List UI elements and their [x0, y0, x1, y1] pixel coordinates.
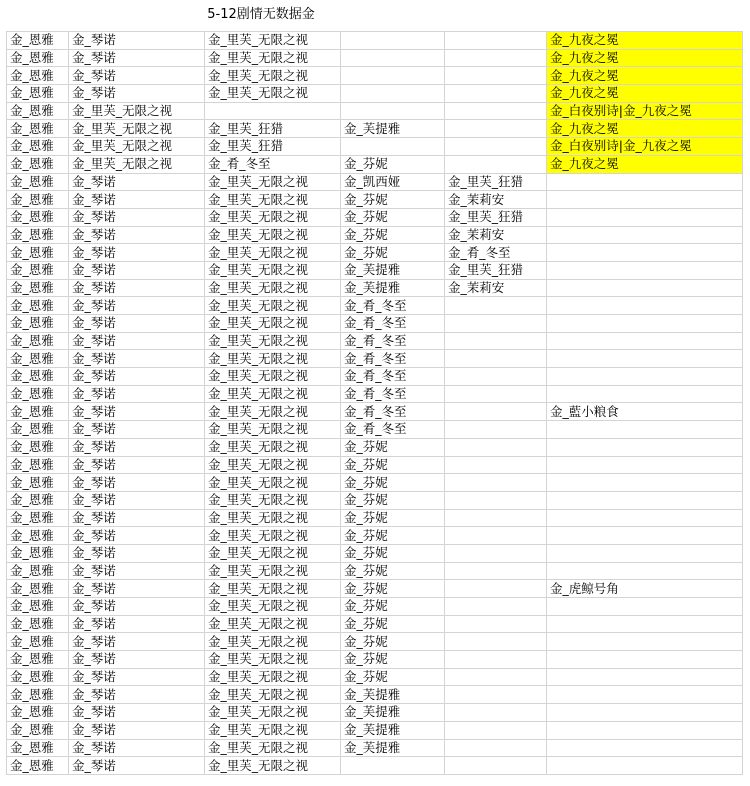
table-cell-col-1[interactable]: 金_恩雅 — [7, 138, 69, 156]
table-cell-col-3[interactable]: 金_里芙_无限之视 — [205, 491, 341, 509]
table-cell-col-1[interactable]: 金_恩雅 — [7, 67, 69, 85]
table-cell-col-1[interactable]: 金_恩雅 — [7, 244, 69, 262]
table-cell-col-3[interactable]: 金_里芙_无限之视 — [205, 668, 341, 686]
table-cell-col-2[interactable]: 金_琴诺 — [69, 385, 205, 403]
table-cell-col-6[interactable] — [547, 615, 743, 633]
table-cell-col-3[interactable]: 金_里芙_无限之视 — [205, 297, 341, 315]
table-cell-col-6[interactable] — [547, 704, 743, 722]
table-cell-col-2[interactable]: 金_琴诺 — [69, 598, 205, 616]
table-row — [7, 102, 743, 120]
table-cell-col-1[interactable]: 金_恩雅 — [7, 509, 69, 527]
table-row — [7, 49, 743, 67]
table-cell-col-6[interactable]: 金_九夜之冕 — [547, 155, 743, 173]
table-cell-col-2[interactable]: 金_琴诺 — [69, 244, 205, 262]
table-cell-col-4[interactable]: 金_肴_冬至 — [341, 332, 445, 350]
table-cell-col-2[interactable]: 金_琴诺 — [69, 191, 205, 209]
table-cell-col-3[interactable]: 金_里芙_无限之视 — [205, 438, 341, 456]
table-row — [7, 491, 743, 509]
table-cell-col-6[interactable] — [547, 721, 743, 739]
table-cell-col-3[interactable]: 金_里芙_无限之视 — [205, 332, 341, 350]
table-cell-col-2[interactable]: 金_琴诺 — [69, 562, 205, 580]
table-cell-col-3[interactable]: 金_里芙_无限之视 — [205, 527, 341, 545]
table-cell-col-6[interactable] — [547, 244, 743, 262]
table-cell-col-2[interactable]: 金_琴诺 — [69, 739, 205, 757]
table-cell-col-4[interactable]: 金_肴_冬至 — [341, 297, 445, 315]
table-cell-col-6[interactable]: 金_九夜之冕 — [547, 67, 743, 85]
table-cell-col-6[interactable] — [547, 456, 743, 474]
table-cell-col-1[interactable]: 金_恩雅 — [7, 350, 69, 368]
table-cell-col-5[interactable] — [445, 368, 547, 386]
table-row — [7, 509, 743, 527]
table-row — [7, 686, 743, 704]
table-cell-col-3[interactable]: 金_里芙_无限之视 — [205, 651, 341, 669]
table-cell-col-1[interactable]: 金_恩雅 — [7, 102, 69, 120]
table-cell-col-6[interactable]: 金_九夜之冕 — [547, 120, 743, 138]
table-row — [7, 208, 743, 226]
table-cell-col-3[interactable]: 金_里芙_无限之视 — [205, 244, 341, 262]
table-cell-col-3[interactable]: 金_里芙_无限之视 — [205, 261, 341, 279]
table-cell-col-5[interactable] — [445, 491, 547, 509]
table-cell-col-6[interactable] — [547, 757, 743, 775]
table-cell-col-3[interactable]: 金_里芙_无限之视 — [205, 191, 341, 209]
table-cell-col-6[interactable] — [547, 474, 743, 492]
table-cell-col-4[interactable]: 金_芬妮 — [341, 562, 445, 580]
table-row — [7, 191, 743, 209]
table-cell-col-6[interactable] — [547, 315, 743, 333]
table-cell-col-5[interactable] — [445, 686, 547, 704]
table-cell-col-1[interactable]: 金_恩雅 — [7, 651, 69, 669]
table-cell-col-1[interactable]: 金_恩雅 — [7, 527, 69, 545]
table-cell-col-2[interactable]: 金_琴诺 — [69, 704, 205, 722]
table-cell-col-6[interactable] — [547, 368, 743, 386]
table-cell-col-2[interactable]: 金_琴诺 — [69, 67, 205, 85]
table-cell-col-4[interactable]: 金_芙提雅 — [341, 739, 445, 757]
table-cell-col-6[interactable] — [547, 544, 743, 562]
table-cell-col-4[interactable]: 金_芬妮 — [341, 456, 445, 474]
table-cell-col-5[interactable] — [445, 403, 547, 421]
table-cell-col-3[interactable]: 金_里芙_无限之视 — [205, 474, 341, 492]
table-row — [7, 421, 743, 439]
table-cell-col-2[interactable]: 金_琴诺 — [69, 456, 205, 474]
table-cell-col-6[interactable]: 金_九夜之冕 — [547, 49, 743, 67]
table-cell-col-2[interactable]: 金_琴诺 — [69, 474, 205, 492]
table-cell-col-6[interactable]: 金_九夜之冕 — [547, 85, 743, 103]
table-cell-col-3[interactable]: 金_里芙_无限之视 — [205, 403, 341, 421]
table-cell-col-6[interactable] — [547, 191, 743, 209]
table-row — [7, 757, 743, 775]
table-cell-col-5[interactable] — [445, 562, 547, 580]
table-cell-col-1[interactable]: 金_恩雅 — [7, 615, 69, 633]
table-cell-col-5[interactable] — [445, 651, 547, 669]
table-cell-col-6[interactable]: 金_藍小粮食 — [547, 403, 743, 421]
table-cell-col-6[interactable] — [547, 491, 743, 509]
table-cell-col-3[interactable]: 金_里芙_无限之视 — [205, 721, 341, 739]
table-cell-col-4[interactable]: 金_肴_冬至 — [341, 350, 445, 368]
spreadsheet-grid — [6, 31, 743, 775]
table-cell-col-6[interactable] — [547, 739, 743, 757]
table-cell-col-6[interactable] — [547, 598, 743, 616]
table-cell-col-4[interactable]: 金_芙提雅 — [341, 279, 445, 297]
table-cell-col-6[interactable] — [547, 261, 743, 279]
table-cell-col-4[interactable]: 金_肴_冬至 — [341, 403, 445, 421]
table-cell-col-6[interactable] — [547, 297, 743, 315]
table-cell-col-6[interactable] — [547, 226, 743, 244]
table-cell-col-2[interactable]: 金_琴诺 — [69, 297, 205, 315]
table-cell-col-5[interactable] — [445, 350, 547, 368]
table-cell-col-3[interactable]: 金_里芙_无限之视 — [205, 368, 341, 386]
table-cell-col-3[interactable] — [205, 102, 341, 120]
table-cell-col-4[interactable] — [341, 32, 445, 50]
table-cell-col-2[interactable]: 金_琴诺 — [69, 580, 205, 598]
table-cell-col-2[interactable]: 金_琴诺 — [69, 491, 205, 509]
table-cell-col-1[interactable]: 金_恩雅 — [7, 562, 69, 580]
table-cell-col-1[interactable]: 金_恩雅 — [7, 721, 69, 739]
table-cell-col-2[interactable]: 金_琴诺 — [69, 615, 205, 633]
table-cell-col-2[interactable]: 金_琴诺 — [69, 49, 205, 67]
table-cell-col-5[interactable] — [445, 297, 547, 315]
table-row — [7, 279, 743, 297]
table-cell-col-5[interactable]: 金_肴_冬至 — [445, 244, 547, 262]
table-cell-col-4[interactable] — [341, 49, 445, 67]
table-row — [7, 67, 743, 85]
table-cell-col-2[interactable]: 金_琴诺 — [69, 651, 205, 669]
table-row — [7, 438, 743, 456]
table-cell-col-3[interactable]: 金_里芙_无限之视 — [205, 704, 341, 722]
table-cell-col-5[interactable] — [445, 598, 547, 616]
table-cell-col-1[interactable]: 金_恩雅 — [7, 739, 69, 757]
table-cell-col-4[interactable]: 金_芬妮 — [341, 509, 445, 527]
table-cell-col-4[interactable]: 金_芙提雅 — [341, 686, 445, 704]
table-cell-col-4[interactable]: 金_芬妮 — [341, 598, 445, 616]
table-cell-col-4[interactable]: 金_芬妮 — [341, 226, 445, 244]
table-row — [7, 456, 743, 474]
table-cell-col-5[interactable] — [445, 544, 547, 562]
table-cell-col-4[interactable] — [341, 85, 445, 103]
table-cell-col-1[interactable]: 金_恩雅 — [7, 385, 69, 403]
table-row — [7, 32, 743, 50]
table-row — [7, 598, 743, 616]
table-row — [7, 350, 743, 368]
table-cell-col-3[interactable]: 金_里芙_无限之视 — [205, 67, 341, 85]
table-cell-col-1[interactable]: 金_恩雅 — [7, 544, 69, 562]
table-cell-col-2[interactable]: 金_琴诺 — [69, 279, 205, 297]
table-cell-col-6[interactable] — [547, 350, 743, 368]
table-cell-col-3[interactable]: 金_里芙_无限之视 — [205, 208, 341, 226]
table-cell-col-4[interactable]: 金_芬妮 — [341, 191, 445, 209]
table-cell-col-2[interactable]: 金_琴诺 — [69, 226, 205, 244]
table-cell-col-4[interactable] — [341, 757, 445, 775]
table-cell-col-2[interactable]: 金_琴诺 — [69, 757, 205, 775]
table-cell-col-6[interactable] — [547, 279, 743, 297]
table-cell-col-1[interactable]: 金_恩雅 — [7, 208, 69, 226]
table-cell-col-4[interactable]: 金_芬妮 — [341, 491, 445, 509]
table-cell-col-5[interactable] — [445, 456, 547, 474]
table-row — [7, 580, 743, 598]
table-cell-col-1[interactable]: 金_恩雅 — [7, 315, 69, 333]
table-cell-col-1[interactable]: 金_恩雅 — [7, 49, 69, 67]
table-cell-col-2[interactable]: 金_琴诺 — [69, 32, 205, 50]
table-cell-col-4[interactable]: 金_芬妮 — [341, 438, 445, 456]
table-cell-col-1[interactable]: 金_恩雅 — [7, 757, 69, 775]
table-row — [7, 721, 743, 739]
table-cell-col-3[interactable]: 金_里芙_无限之视 — [205, 49, 341, 67]
table-cell-col-5[interactable] — [445, 315, 547, 333]
table-cell-col-4[interactable]: 金_肴_冬至 — [341, 385, 445, 403]
table-cell-col-3[interactable]: 金_里芙_无限之视 — [205, 615, 341, 633]
table-cell-col-3[interactable]: 金_里芙_无限之视 — [205, 739, 341, 757]
table-cell-col-1[interactable]: 金_恩雅 — [7, 491, 69, 509]
table-cell-col-5[interactable] — [445, 615, 547, 633]
table-cell-col-5[interactable] — [445, 138, 547, 156]
table-cell-col-4[interactable]: 金_芙提雅 — [341, 704, 445, 722]
table-cell-col-2[interactable]: 金_琴诺 — [69, 438, 205, 456]
table-row — [7, 403, 743, 421]
table-cell-col-5[interactable] — [445, 385, 547, 403]
table-row — [7, 474, 743, 492]
table-cell-col-2[interactable]: 金_里芙_无限之视 — [69, 120, 205, 138]
table-cell-col-2[interactable]: 金_琴诺 — [69, 208, 205, 226]
table-cell-col-1[interactable]: 金_恩雅 — [7, 633, 69, 651]
table-row — [7, 332, 743, 350]
table-cell-col-5[interactable]: 金_里芙_狂猎 — [445, 173, 547, 191]
table-cell-col-4[interactable]: 金_芬妮 — [341, 580, 445, 598]
table-cell-col-4[interactable]: 金_芬妮 — [341, 668, 445, 686]
table-cell-col-5[interactable]: 金_里芙_狂猎 — [445, 208, 547, 226]
table-cell-col-1[interactable]: 金_恩雅 — [7, 403, 69, 421]
table-row — [7, 385, 743, 403]
table-cell-col-5[interactable] — [445, 67, 547, 85]
table-cell-col-2[interactable]: 金_琴诺 — [69, 332, 205, 350]
table-cell-col-1[interactable]: 金_恩雅 — [7, 580, 69, 598]
table-cell-col-3[interactable]: 金_里芙_无限之视 — [205, 562, 341, 580]
table-cell-col-2[interactable]: 金_琴诺 — [69, 421, 205, 439]
table-cell-col-2[interactable]: 金_琴诺 — [69, 544, 205, 562]
table-cell-col-5[interactable] — [445, 421, 547, 439]
table-cell-col-4[interactable]: 金_芬妮 — [341, 544, 445, 562]
sheet-title: 5-12剧情无数据金 — [207, 7, 315, 22]
table-cell-col-5[interactable] — [445, 474, 547, 492]
table-cell-col-4[interactable]: 金_芬妮 — [341, 651, 445, 669]
table-cell-col-3[interactable]: 金_里芙_无限之视 — [205, 32, 341, 50]
table-cell-col-2[interactable]: 金_琴诺 — [69, 350, 205, 368]
table-cell-col-4[interactable] — [341, 102, 445, 120]
table-cell-col-5[interactable]: 金_茉莉安 — [445, 226, 547, 244]
table-cell-col-1[interactable]: 金_恩雅 — [7, 368, 69, 386]
table-cell-col-6[interactable]: 金_白夜别诗|金_九夜之冕 — [547, 138, 743, 156]
table-cell-col-6[interactable] — [547, 208, 743, 226]
table-cell-col-1[interactable]: 金_恩雅 — [7, 704, 69, 722]
table-cell-col-4[interactable] — [341, 67, 445, 85]
table-cell-col-2[interactable]: 金_琴诺 — [69, 633, 205, 651]
table-cell-col-2[interactable]: 金_里芙_无限之视 — [69, 155, 205, 173]
table-cell-col-3[interactable]: 金_里芙_无限之视 — [205, 315, 341, 333]
table-cell-col-6[interactable] — [547, 651, 743, 669]
table-cell-col-5[interactable] — [445, 32, 547, 50]
table-cell-col-4[interactable]: 金_芬妮 — [341, 527, 445, 545]
table-cell-col-4[interactable]: 金_芙提雅 — [341, 261, 445, 279]
table-cell-col-3[interactable]: 金_里芙_无限之视 — [205, 598, 341, 616]
table-row — [7, 173, 743, 191]
table-cell-col-1[interactable]: 金_恩雅 — [7, 226, 69, 244]
table-cell-col-1[interactable]: 金_恩雅 — [7, 32, 69, 50]
table-cell-col-2[interactable]: 金_里芙_无限之视 — [69, 102, 205, 120]
table-cell-col-5[interactable] — [445, 757, 547, 775]
table-cell-col-4[interactable]: 金_芬妮 — [341, 155, 445, 173]
table-cell-col-5[interactable] — [445, 438, 547, 456]
table-row — [7, 120, 743, 138]
table-cell-col-5[interactable]: 金_茉莉安 — [445, 279, 547, 297]
table-cell-col-4[interactable]: 金_芬妮 — [341, 208, 445, 226]
table-cell-col-6[interactable] — [547, 686, 743, 704]
table-cell-col-2[interactable]: 金_琴诺 — [69, 85, 205, 103]
table-cell-col-5[interactable] — [445, 721, 547, 739]
table-cell-col-4[interactable]: 金_芙提雅 — [341, 721, 445, 739]
table-cell-col-3[interactable]: 金_里芙_无限之视 — [205, 85, 341, 103]
table-row — [7, 368, 743, 386]
table-cell-col-5[interactable] — [445, 49, 547, 67]
table-cell-col-1[interactable]: 金_恩雅 — [7, 456, 69, 474]
table-cell-col-6[interactable] — [547, 509, 743, 527]
table-cell-col-6[interactable] — [547, 633, 743, 651]
table-cell-col-3[interactable]: 金_里芙_无限之视 — [205, 350, 341, 368]
table-row — [7, 651, 743, 669]
table-row — [7, 226, 743, 244]
table-cell-col-1[interactable]: 金_恩雅 — [7, 421, 69, 439]
table-row — [7, 315, 743, 333]
table-cell-col-1[interactable]: 金_恩雅 — [7, 686, 69, 704]
table-cell-col-4[interactable]: 金_芬妮 — [341, 615, 445, 633]
table-cell-col-3[interactable]: 金_里芙_狂猎 — [205, 138, 341, 156]
table-cell-col-1[interactable]: 金_恩雅 — [7, 438, 69, 456]
table-cell-col-6[interactable] — [547, 562, 743, 580]
table-row — [7, 244, 743, 262]
table-cell-col-4[interactable]: 金_芬妮 — [341, 244, 445, 262]
table-cell-col-6[interactable]: 金_虎鲸号角 — [547, 580, 743, 598]
table-row — [7, 704, 743, 722]
table-cell-col-4[interactable]: 金_肴_冬至 — [341, 315, 445, 333]
table-cell-col-1[interactable]: 金_恩雅 — [7, 598, 69, 616]
table-cell-col-5[interactable] — [445, 102, 547, 120]
table-cell-col-4[interactable]: 金_芬妮 — [341, 474, 445, 492]
table-cell-col-5[interactable] — [445, 704, 547, 722]
table-cell-col-3[interactable]: 金_肴_冬至 — [205, 155, 341, 173]
table-cell-col-3[interactable]: 金_里芙_无限之视 — [205, 544, 341, 562]
table-cell-col-1[interactable]: 金_恩雅 — [7, 155, 69, 173]
table-cell-col-2[interactable]: 金_琴诺 — [69, 315, 205, 333]
table-cell-col-6[interactable] — [547, 332, 743, 350]
table-row — [7, 562, 743, 580]
table-cell-col-4[interactable] — [341, 138, 445, 156]
table-cell-col-2[interactable]: 金_琴诺 — [69, 527, 205, 545]
table-cell-col-3[interactable]: 金_里芙_无限之视 — [205, 757, 341, 775]
table-cell-col-3[interactable]: 金_里芙_无限之视 — [205, 580, 341, 598]
table-row — [7, 297, 743, 315]
table-cell-col-5[interactable] — [445, 580, 547, 598]
table-cell-col-5[interactable] — [445, 739, 547, 757]
table-cell-col-2[interactable]: 金_琴诺 — [69, 173, 205, 191]
table-cell-col-3[interactable]: 金_里芙_无限之视 — [205, 385, 341, 403]
table-cell-col-5[interactable] — [445, 509, 547, 527]
table-cell-col-3[interactable]: 金_里芙_无限之视 — [205, 226, 341, 244]
table-cell-col-5[interactable] — [445, 155, 547, 173]
table-cell-col-2[interactable]: 金_琴诺 — [69, 686, 205, 704]
table-row — [7, 668, 743, 686]
table-cell-col-5[interactable] — [445, 85, 547, 103]
table-cell-col-2[interactable]: 金_琴诺 — [69, 403, 205, 421]
table-row — [7, 527, 743, 545]
table-cell-col-6[interactable] — [547, 668, 743, 686]
table-cell-col-4[interactable]: 金_肴_冬至 — [341, 421, 445, 439]
table-cell-col-6[interactable]: 金_白夜别诗|金_九夜之冕 — [547, 102, 743, 120]
table-cell-col-1[interactable]: 金_恩雅 — [7, 85, 69, 103]
table-row — [7, 261, 743, 279]
table-cell-col-3[interactable]: 金_里芙_无限之视 — [205, 456, 341, 474]
table-cell-col-6[interactable] — [547, 438, 743, 456]
table-row — [7, 615, 743, 633]
table-cell-col-5[interactable] — [445, 527, 547, 545]
table-cell-col-6[interactable] — [547, 385, 743, 403]
table-cell-col-3[interactable]: 金_里芙_无限之视 — [205, 509, 341, 527]
table-cell-col-3[interactable]: 金_里芙_无限之视 — [205, 421, 341, 439]
table-cell-col-3[interactable]: 金_里芙_无限之视 — [205, 686, 341, 704]
table-cell-col-5[interactable]: 金_茉莉安 — [445, 191, 547, 209]
table-cell-col-1[interactable]: 金_恩雅 — [7, 191, 69, 209]
table-cell-col-1[interactable]: 金_恩雅 — [7, 474, 69, 492]
table-cell-col-1[interactable]: 金_恩雅 — [7, 261, 69, 279]
table-cell-col-4[interactable]: 金_凯西娅 — [341, 173, 445, 191]
table-row — [7, 85, 743, 103]
table-cell-col-5[interactable]: 金_里芙_狂猎 — [445, 261, 547, 279]
table-row — [7, 633, 743, 651]
table-cell-col-6[interactable]: 金_九夜之冕 — [547, 32, 743, 50]
table-cell-col-3[interactable]: 金_里芙_无限之视 — [205, 279, 341, 297]
table-cell-col-5[interactable] — [445, 120, 547, 138]
table-row — [7, 739, 743, 757]
table-cell-col-1[interactable]: 金_恩雅 — [7, 332, 69, 350]
table-cell-col-1[interactable]: 金_恩雅 — [7, 297, 69, 315]
table-row — [7, 138, 743, 156]
table-cell-col-6[interactable] — [547, 421, 743, 439]
table-cell-col-5[interactable] — [445, 668, 547, 686]
table-cell-col-1[interactable]: 金_恩雅 — [7, 173, 69, 191]
table-cell-col-2[interactable]: 金_琴诺 — [69, 368, 205, 386]
table-cell-col-5[interactable] — [445, 332, 547, 350]
table-cell-col-1[interactable]: 金_恩雅 — [7, 279, 69, 297]
table-cell-col-2[interactable]: 金_琴诺 — [69, 668, 205, 686]
table-cell-col-2[interactable]: 金_琴诺 — [69, 261, 205, 279]
table-cell-col-4[interactable]: 金_肴_冬至 — [341, 368, 445, 386]
table-cell-col-6[interactable] — [547, 173, 743, 191]
table-cell-col-2[interactable]: 金_里芙_无限之视 — [69, 138, 205, 156]
table-row — [7, 155, 743, 173]
table-cell-col-6[interactable] — [547, 527, 743, 545]
table-cell-col-4[interactable]: 金_芙提雅 — [341, 120, 445, 138]
table-cell-col-5[interactable] — [445, 633, 547, 651]
table-row — [7, 544, 743, 562]
table-cell-col-2[interactable]: 金_琴诺 — [69, 721, 205, 739]
table-cell-col-1[interactable]: 金_恩雅 — [7, 120, 69, 138]
table-cell-col-2[interactable]: 金_琴诺 — [69, 509, 205, 527]
table-cell-col-3[interactable]: 金_里芙_无限之视 — [205, 173, 341, 191]
table-cell-col-1[interactable]: 金_恩雅 — [7, 668, 69, 686]
table-cell-col-3[interactable]: 金_里芙_无限之视 — [205, 633, 341, 651]
table-cell-col-4[interactable]: 金_芬妮 — [341, 633, 445, 651]
table-cell-col-3[interactable]: 金_里芙_狂猎 — [205, 120, 341, 138]
